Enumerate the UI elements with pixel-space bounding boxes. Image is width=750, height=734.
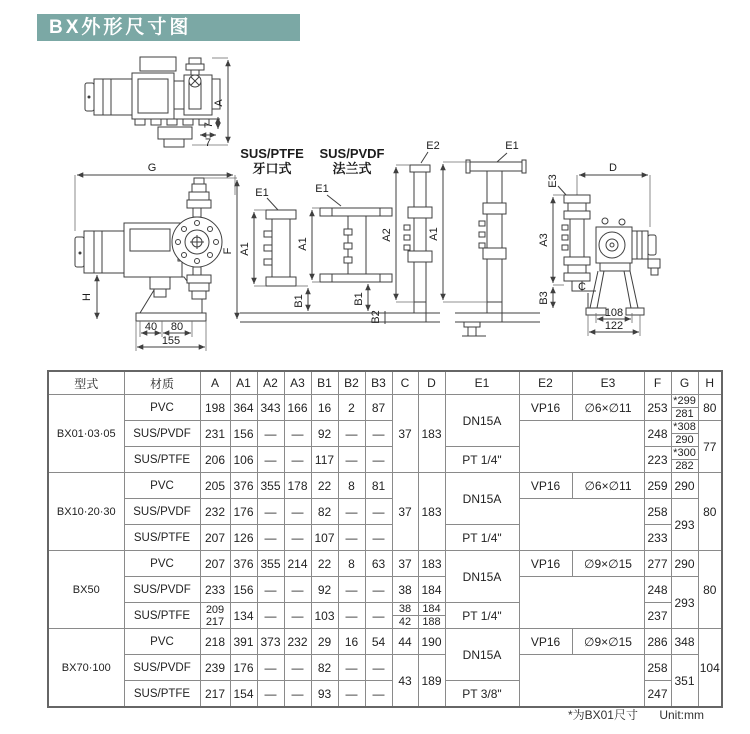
pipe-line	[240, 313, 540, 336]
value-cell: —	[284, 525, 311, 551]
value-cell: 43	[392, 655, 418, 708]
material-cell: PVC	[124, 395, 200, 421]
value-cell: 232	[284, 629, 311, 655]
label-e3: E3	[547, 174, 559, 188]
value-cell: 92	[311, 421, 338, 447]
column-header: C	[392, 371, 418, 395]
value-cell: —	[284, 655, 311, 681]
dim-label-b2: B2	[370, 310, 382, 324]
value-cell: 248	[644, 421, 671, 447]
column-header: A	[200, 371, 230, 395]
value-cell: DN15A	[445, 473, 519, 525]
value-cell: 209 217	[200, 603, 230, 629]
dim-label-a1-flange: A1	[297, 237, 309, 251]
value-cell: 184	[418, 577, 445, 603]
column-header: B3	[365, 371, 392, 395]
value-cell: —	[365, 577, 392, 603]
material-cell: SUS/PTFE	[124, 681, 200, 708]
dim-label-f: F	[222, 247, 234, 255]
value-cell: 376	[230, 473, 257, 499]
value-cell: 258	[644, 655, 671, 681]
value-cell: —	[365, 447, 392, 473]
value-cell: 233	[200, 577, 230, 603]
threaded-connector-drawing	[239, 146, 308, 311]
value-cell: —	[338, 603, 365, 629]
value-cell: 82	[311, 499, 338, 525]
dim-label-a1-assembly: A1	[428, 227, 440, 241]
material-cell: SUS/PTFE	[124, 447, 200, 473]
value-cell: —	[284, 681, 311, 708]
table-row	[48, 499, 722, 525]
table-row	[48, 577, 722, 603]
model-cell: BX01·03·05	[48, 395, 124, 473]
dim-label-h: H	[81, 293, 93, 301]
value-cell: 37	[392, 395, 418, 473]
label-sus-pvdf: SUS/PVDF	[319, 146, 385, 161]
flange-connector-drawing	[297, 146, 392, 311]
value-cell	[519, 499, 644, 551]
value-cell: 207	[200, 551, 230, 577]
value-cell: 343	[257, 395, 284, 421]
value-cell: 37	[392, 473, 418, 551]
model-cell: BX50	[48, 551, 124, 629]
material-cell: SUS/PVDF	[124, 655, 200, 681]
material-cell: SUS/PVDF	[124, 577, 200, 603]
value-cell: 376	[230, 551, 257, 577]
value-cell: VP16	[519, 629, 572, 655]
column-header: A2	[257, 371, 284, 395]
value-cell: 22	[311, 551, 338, 577]
table-row	[48, 655, 722, 681]
dim-label-a: A	[213, 99, 225, 107]
value-cell: 184 188	[418, 603, 445, 629]
e1-assembly-drawing	[428, 140, 526, 322]
value-cell: —	[257, 681, 284, 708]
value-cell: —	[284, 447, 311, 473]
value-cell: 8	[338, 551, 365, 577]
table-header-row	[48, 371, 722, 395]
column-header: B2	[338, 371, 365, 395]
value-cell: 80	[698, 395, 722, 421]
value-cell: 373	[257, 629, 284, 655]
value-cell: 117	[311, 447, 338, 473]
material-cell: SUS/PVDF	[124, 499, 200, 525]
material-cell: PVC	[124, 551, 200, 577]
value-cell: —	[365, 525, 392, 551]
value-cell: 205	[200, 473, 230, 499]
dim-label-a1-threaded: A1	[239, 242, 251, 256]
dim-label-80: 80	[170, 321, 184, 333]
table-row	[48, 551, 722, 577]
value-cell: —	[365, 421, 392, 447]
table-row	[48, 629, 722, 655]
value-cell: 351	[671, 655, 698, 708]
value-cell: 63	[365, 551, 392, 577]
material-cell: SUS/PTFE	[124, 603, 200, 629]
model-cell: BX70·100	[48, 629, 124, 708]
value-cell: 156	[230, 421, 257, 447]
value-cell: PT 1/4"	[445, 525, 519, 551]
value-cell: 286	[644, 629, 671, 655]
column-header: E2	[519, 371, 572, 395]
value-cell: 38 42	[392, 603, 418, 629]
value-cell: 106	[230, 447, 257, 473]
value-cell: VP16	[519, 551, 572, 577]
value-cell: 126	[230, 525, 257, 551]
value-cell: 247	[644, 681, 671, 708]
model-cell: BX10·20·30	[48, 473, 124, 551]
column-header: A3	[284, 371, 311, 395]
value-cell: —	[257, 525, 284, 551]
value-cell: 22	[311, 473, 338, 499]
value-cell	[519, 577, 644, 629]
value-cell: 178	[284, 473, 311, 499]
value-cell: 277	[644, 551, 671, 577]
value-cell: —	[257, 603, 284, 629]
column-header: E3	[572, 371, 644, 395]
value-cell: ∅9×∅15	[572, 551, 644, 577]
label-e1-threaded: E1	[255, 187, 269, 199]
page-title: BX外形尺寸图	[37, 14, 300, 41]
value-cell: DN15A	[445, 551, 519, 603]
value-cell: 290	[671, 473, 698, 499]
value-cell: —	[338, 655, 365, 681]
value-cell: PT 1/4"	[445, 447, 519, 473]
material-cell: PVC	[124, 473, 200, 499]
value-cell: 54	[365, 629, 392, 655]
value-cell: *300 282	[671, 447, 698, 473]
value-cell: —	[257, 421, 284, 447]
value-cell: PT 1/4"	[445, 603, 519, 629]
value-cell: 206	[200, 447, 230, 473]
label-e1-flange: E1	[315, 183, 329, 195]
value-cell: —	[365, 681, 392, 708]
value-cell: ∅6×∅11	[572, 473, 644, 499]
label-threaded-type: 牙口式	[252, 161, 292, 176]
label-flange-type: 法兰式	[332, 161, 372, 176]
value-cell: *299 281	[671, 395, 698, 421]
dim-label-d: D	[609, 162, 617, 174]
value-cell: 166	[284, 395, 311, 421]
value-cell: 198	[200, 395, 230, 421]
value-cell: VP16	[519, 473, 572, 499]
value-cell: 8	[338, 473, 365, 499]
value-cell: ∅9×∅15	[572, 629, 644, 655]
value-cell: 82	[311, 655, 338, 681]
column-header: G	[671, 371, 698, 395]
value-cell: 16	[311, 395, 338, 421]
value-cell: 107	[311, 525, 338, 551]
column-header: H	[698, 371, 722, 395]
front-view-drawing	[538, 162, 660, 336]
value-cell: 233	[644, 525, 671, 551]
column-header: D	[418, 371, 445, 395]
material-cell: PVC	[124, 629, 200, 655]
value-cell: 38	[392, 577, 418, 603]
value-cell: —	[338, 525, 365, 551]
value-cell: 207	[200, 525, 230, 551]
footnote-asterisk-text: *为BX01尺寸	[567, 708, 638, 722]
dim-label-7-vertical: 7	[203, 121, 215, 129]
value-cell: 189	[418, 655, 445, 708]
value-cell: 239	[200, 655, 230, 681]
value-cell: 103	[311, 603, 338, 629]
value-cell: —	[284, 421, 311, 447]
value-cell: DN15A	[445, 395, 519, 447]
dim-label-b1-flange: B1	[353, 292, 365, 306]
value-cell: 237	[644, 603, 671, 629]
material-cell: SUS/PVDF	[124, 421, 200, 447]
dim-label-108: 108	[604, 307, 624, 319]
value-cell: 259	[644, 473, 671, 499]
table-footnote	[568, 706, 704, 723]
value-cell: —	[365, 499, 392, 525]
value-cell	[519, 421, 644, 473]
dim-label-b3: B3	[538, 291, 550, 305]
label-e2: E2	[426, 140, 440, 152]
value-cell: 80	[698, 551, 722, 629]
dim-label-c: C	[578, 281, 586, 293]
value-cell: —	[257, 577, 284, 603]
value-cell: —	[338, 447, 365, 473]
top-view-drawing	[85, 57, 228, 149]
value-cell: —	[365, 603, 392, 629]
value-cell: 77	[698, 421, 722, 473]
value-cell: —	[257, 447, 284, 473]
value-cell: 248	[644, 577, 671, 603]
value-cell: 92	[311, 577, 338, 603]
value-cell: 81	[365, 473, 392, 499]
value-cell: —	[284, 499, 311, 525]
value-cell: 183	[418, 551, 445, 577]
label-e1-assembly: E1	[505, 140, 519, 152]
column-header: A1	[230, 371, 257, 395]
value-cell: 348	[671, 629, 698, 655]
value-cell: —	[338, 681, 365, 708]
column-header: F	[644, 371, 671, 395]
table-row	[48, 473, 722, 499]
dim-label-g: G	[147, 162, 157, 174]
value-cell: 223	[644, 447, 671, 473]
value-cell: 290	[671, 551, 698, 577]
dim-label-b1-threaded: B1	[293, 294, 305, 308]
value-cell	[519, 655, 644, 708]
dim-label-7-horizontal: 7	[204, 137, 212, 149]
value-cell: 190	[418, 629, 445, 655]
dim-label-155: 155	[161, 335, 181, 347]
value-cell: 183	[418, 395, 445, 473]
value-cell: 44	[392, 629, 418, 655]
column-header: 材质	[124, 371, 200, 395]
value-cell: —	[338, 577, 365, 603]
value-cell: 134	[230, 603, 257, 629]
value-cell: 37	[392, 551, 418, 577]
value-cell: —	[338, 421, 365, 447]
footnote-unit-text: Unit:mm	[659, 708, 704, 722]
value-cell: VP16	[519, 395, 572, 421]
value-cell: 364	[230, 395, 257, 421]
value-cell: 104	[698, 629, 722, 708]
value-cell: 355	[257, 551, 284, 577]
value-cell: 253	[644, 395, 671, 421]
value-cell: 391	[230, 629, 257, 655]
value-cell: 258	[644, 499, 671, 525]
value-cell: —	[257, 499, 284, 525]
dimension-table	[47, 370, 723, 708]
value-cell: 16	[338, 629, 365, 655]
material-cell: SUS/PTFE	[124, 525, 200, 551]
value-cell: 214	[284, 551, 311, 577]
value-cell: 217	[200, 681, 230, 708]
value-cell: —	[284, 603, 311, 629]
value-cell: 2	[338, 395, 365, 421]
column-header: E1	[445, 371, 519, 395]
column-header: 型式	[48, 371, 124, 395]
value-cell: 80	[698, 473, 722, 551]
table-row	[48, 421, 722, 447]
value-cell: 29	[311, 629, 338, 655]
value-cell: 183	[418, 473, 445, 551]
value-cell: —	[365, 655, 392, 681]
value-cell: 232	[200, 499, 230, 525]
dimension-drawings	[0, 45, 750, 360]
side-view-drawing	[75, 162, 237, 351]
dim-label-122: 122	[604, 320, 624, 332]
value-cell: 293	[671, 499, 698, 551]
value-cell: 231	[200, 421, 230, 447]
value-cell: 93	[311, 681, 338, 708]
value-cell: —	[338, 499, 365, 525]
table-row	[48, 395, 722, 421]
value-cell: 176	[230, 655, 257, 681]
dim-label-a2: A2	[381, 228, 393, 242]
label-sus-ptfe: SUS/PTFE	[240, 146, 304, 161]
value-cell: 154	[230, 681, 257, 708]
value-cell: 355	[257, 473, 284, 499]
value-cell: PT 3/8"	[445, 681, 519, 708]
dim-label-a3: A3	[538, 233, 550, 247]
value-cell: 218	[200, 629, 230, 655]
column-header: B1	[311, 371, 338, 395]
value-cell: 176	[230, 499, 257, 525]
value-cell: ∅6×∅11	[572, 395, 644, 421]
value-cell: 293	[671, 577, 698, 629]
value-cell: *308 290	[671, 421, 698, 447]
value-cell: DN15A	[445, 629, 519, 681]
value-cell: —	[257, 655, 284, 681]
value-cell: 87	[365, 395, 392, 421]
dim-label-40: 40	[144, 321, 158, 333]
value-cell: 156	[230, 577, 257, 603]
value-cell: —	[284, 577, 311, 603]
